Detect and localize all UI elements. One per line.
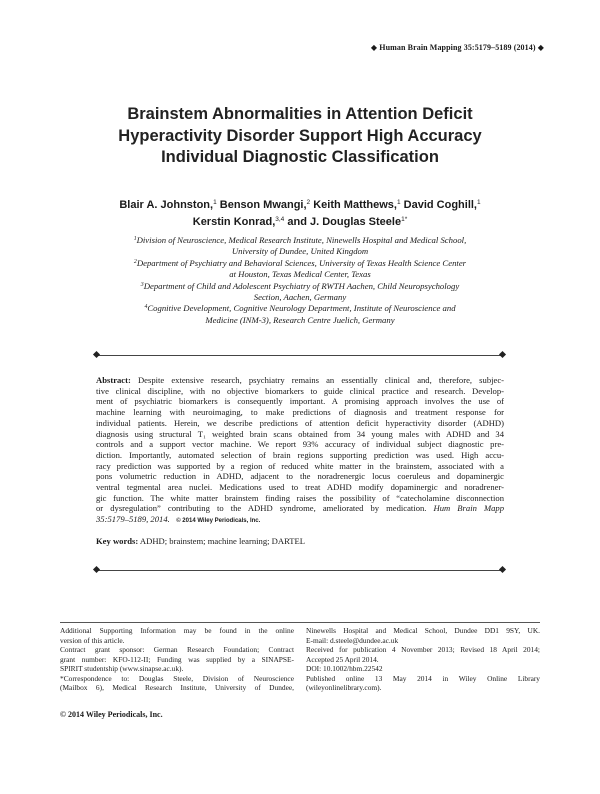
affil-text: Section, Aachen, Germany xyxy=(253,292,347,303)
affil-number: 1 xyxy=(133,236,137,242)
diamond-icon xyxy=(93,351,100,358)
footnote-line: (Mailbox 6), Medical Research Institute, University of Dundee, xyxy=(60,683,294,692)
affil-number: 4 xyxy=(144,304,148,311)
diamond-icon: ◆ xyxy=(537,43,544,52)
footnote-line: version of this article. xyxy=(60,635,125,645)
abstract-line: tive clinical discipline, with no objective biomarkers to guide clinical practice and research. Develop- xyxy=(96,385,504,396)
affil-text: Division of Neuroscience, Medical Research Institute, Ninewells Hospital and Medical School, xyxy=(136,235,467,245)
author-affil-mark: 1 xyxy=(396,199,401,206)
footnotes-right xyxy=(306,626,540,693)
footnote-line: grant number: KFO-112-II; Funding was supplied by a SINAPSE- xyxy=(60,654,294,664)
affil-text: University of Dundee, United Kingdom xyxy=(231,246,369,257)
footnote-line: Received for publication 4 November 2013; Revised 18 April 2014; xyxy=(306,645,540,654)
abstract-line: individual patients. Herein, we describe predictions of attention deficit hyperactivity disorder (ADHD) xyxy=(96,417,504,428)
abstract-line: ventral tegmental area nuclei. Medications used to treat ADHD modify dopaminergic and noradrener- xyxy=(96,482,504,493)
abstract-bottom-divider xyxy=(96,570,504,571)
author-name: Blair A. Johnston, xyxy=(119,199,214,211)
abstract-line: diagnosis using structural T₁ weighted brain scans obtained from 34 young males with ADHD and 34 xyxy=(96,428,504,439)
diamond-icon: ◆ xyxy=(370,43,378,52)
affil-text: Department of Psychiatry and Behavioral Sciences, University of Texas Health Science Center xyxy=(136,257,467,268)
author-affil-mark: 1* xyxy=(401,216,408,223)
author-list xyxy=(60,197,540,231)
keywords xyxy=(96,536,504,547)
diamond-icon xyxy=(499,566,506,573)
footnote-email: E-mail: d.steele@dundee.ac.uk xyxy=(306,635,399,645)
diamond-icon xyxy=(499,351,506,358)
footnote-line: SPIRIT studentship (www.sinapse.ac.uk). xyxy=(60,664,184,673)
footnote-line: Accepted 25 April 2014. xyxy=(306,654,379,664)
abstract-line: racy prediction was supported by a region of reduced white matter in the brainstem, associated with a xyxy=(96,460,504,471)
abstract-line: or dysregulation” contributing to the ADHD syndrome, ameliorated by medication. xyxy=(96,503,427,514)
affil-text: Cognitive Development, Cognitive Neurology Department, Institute of Neuroscience and xyxy=(147,303,456,314)
affil-number: 3 xyxy=(140,281,144,288)
footnote-line: Published online 13 May 2014 in Wiley Online Library xyxy=(306,673,540,683)
abstract-line: machine learning with neuroimaging, to make predictions of diagnosis and treatment response for xyxy=(96,407,504,418)
abstract-line: gic function. The white matter brainstem finding raises the possibility of “catecholamine disconnection xyxy=(96,492,504,503)
abstract-line: pons volumetric reduction in ADHD, adjacent to the noradrenergic locus coeruleus and dopaminergic xyxy=(96,471,504,482)
abstract-line: ment of psychiatric biomarkers is consequently important. A promising approach involves the use of xyxy=(96,396,504,407)
author-name: and J. Douglas Steele xyxy=(287,216,402,228)
article-title xyxy=(60,104,540,169)
footnotes-left xyxy=(60,626,294,693)
keywords-label: Key words: xyxy=(96,536,139,546)
author-affil-mark: 3,4 xyxy=(275,216,285,223)
footnote-doi: DOI: 10.1002/hbm.22542 xyxy=(306,664,383,673)
abstract-line: controls and a support vector machine. We report 93% accuracy of individual subject diagnostic pre- xyxy=(96,439,504,450)
affil-text: Medicine (INM-3), Research Centre Juelich, Germany xyxy=(205,314,395,325)
affiliations xyxy=(98,235,502,326)
author-name: David Coghill, xyxy=(403,199,477,211)
abstract-line: Despite extensive research, psychiatry remains an essentially clinical and, therefore, subjec- xyxy=(130,375,504,385)
abstract xyxy=(96,375,504,527)
abstract-line: diction. Importantly, automated selection of brain regions supporting prediction was used. High accu- xyxy=(96,449,504,460)
journal-citation: Human Brain Mapping 35:5179–5189 (2014) xyxy=(379,43,536,52)
running-header xyxy=(371,42,544,52)
abstract-citation: Hum Brain Mapp xyxy=(426,503,504,514)
footnote-line: (wileyonlinelibrary.com). xyxy=(306,683,382,692)
author-affil-mark: 1 xyxy=(213,199,217,206)
footnote-line: Contract grant sponsor: German Research Foundation; Contract xyxy=(60,645,294,654)
author-name: Kerstin Konrad, xyxy=(192,216,276,228)
keywords-text: ADHD; brainstem; machine learning; DARTEL xyxy=(138,536,306,546)
author-affil-mark: 1 xyxy=(477,199,481,206)
title-line: Brainstem Abnormalities in Attention Deficit xyxy=(127,105,473,123)
footnote-divider xyxy=(60,622,540,623)
affil-text: at Houston, Texas Medical Center, Texas xyxy=(229,269,371,280)
diamond-icon xyxy=(93,566,100,573)
author-name: Keith Matthews, xyxy=(313,199,397,211)
abstract-copyright: © 2014 Wiley Periodicals, Inc. xyxy=(176,518,261,525)
title-line: Hyperactivity Disorder Support High Accuracy xyxy=(118,126,482,145)
affil-number: 2 xyxy=(133,258,137,265)
title-line: Individual Diagnostic Classification xyxy=(161,148,439,166)
footnote-line: Ninewells Hospital and Medical School, Dundee DD1 9SY, UK. xyxy=(306,626,540,635)
author-affil-mark: 2 xyxy=(306,199,311,206)
author-name: Benson Mwangi, xyxy=(219,199,307,211)
footnote-line: Additional Supporting Information may be found in the online xyxy=(60,626,294,635)
footnote-line: *Correspondence to: Douglas Steele, Division of Neuroscience xyxy=(60,673,294,683)
affil-text: Department of Child and Adolescent Psychiatry of RWTH Aachen, Child Neuropsychology xyxy=(143,280,460,291)
abstract-label: Abstract: xyxy=(96,375,131,385)
abstract-citation: 35:5179–5189, 2014. xyxy=(96,514,170,525)
copyright-footer: © 2014 Wiley Periodicals, Inc. xyxy=(60,710,163,719)
abstract-top-divider xyxy=(96,355,504,356)
